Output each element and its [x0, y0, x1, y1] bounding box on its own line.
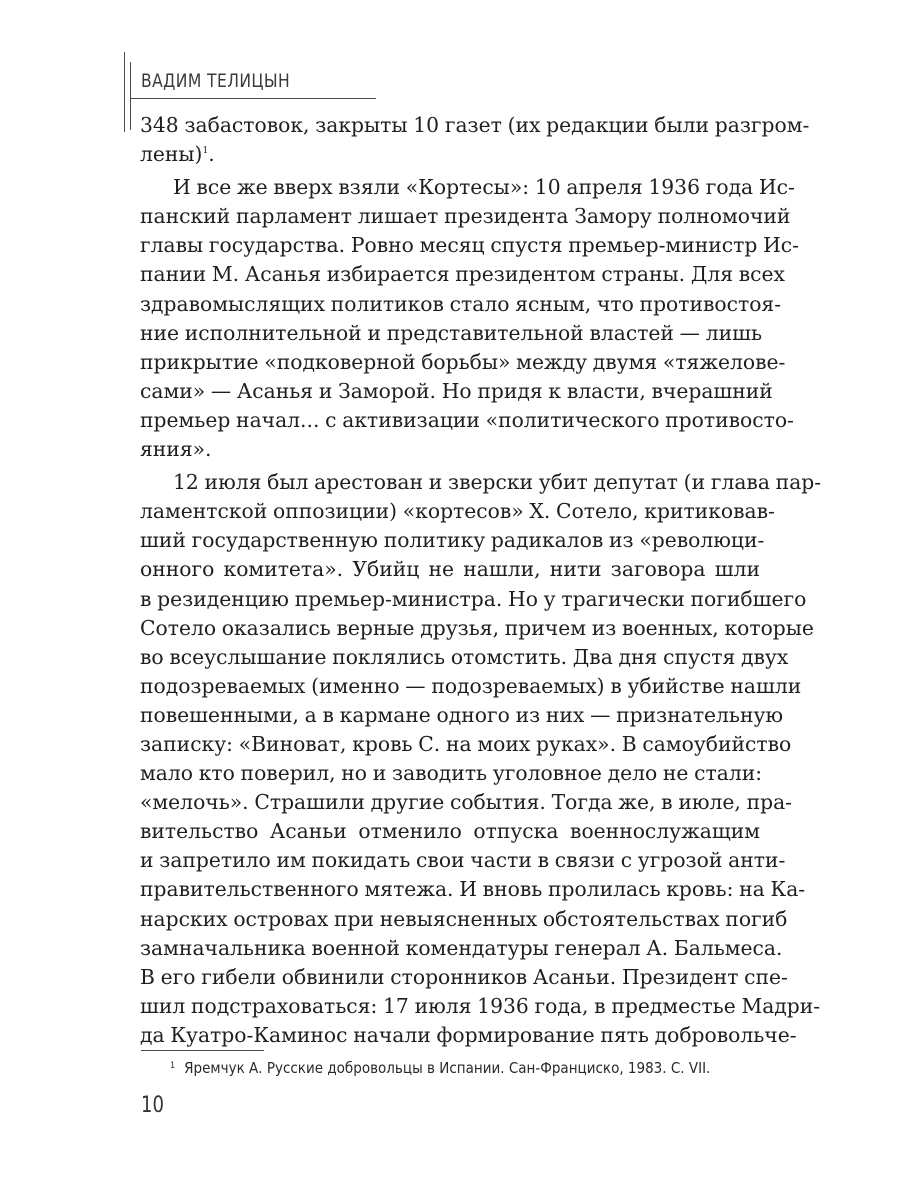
text-line: здравомыслящих политиков стало ясным, что противостоя-	[140, 291, 782, 316]
page-number: 10	[141, 1093, 164, 1118]
text-line: онного комитета». Убийц не нашли, нити заговора шли	[140, 557, 760, 582]
text-line: 348 забастовок, закрыты 10 газет (их редакции были разгром-	[140, 113, 810, 137]
footnote-rule	[141, 1050, 264, 1051]
text-line: сами» — Асанья и Заморой. Но придя к власти, вчерашний	[140, 378, 773, 403]
text-line: шил подстраховаться: 17 июля 1936 года, в предместье Мадри-	[140, 993, 821, 1018]
text-line: панский парламент лишает президента Замору полномочий	[140, 204, 791, 229]
text-line: И все же вверх взяли «Кортесы»: 10 апреля 1936 года Ис-	[173, 175, 795, 200]
text-line: подозреваемых (именно — подозреваемых) в убийстве нашли	[140, 673, 802, 698]
footnote-text: Яремчук А. Русские добровольцы в Испании. Сан-Франциско, 1983. С. VII.	[184, 1059, 711, 1077]
text-line: вительство Асаньи отменило отпуска военнослужащим	[140, 819, 760, 844]
text-line: правительственного мятежа. И вновь пролилась кровь: на Ка-	[140, 877, 806, 902]
text-line: мало кто поверил, но и заводить уголовное дело не стали:	[140, 761, 763, 786]
running-head-author: ВАДИМ ТЕЛИЦЫН	[141, 70, 291, 92]
text-line: ламентской оппозиции) «кортесов» Х. Сотело, критиковав-	[140, 499, 775, 524]
text-line: премьер начал... с активизации «политического противосто-	[140, 407, 794, 432]
body-text	[140, 111, 822, 1050]
footnote-reference: 1	[202, 146, 209, 157]
header-rule-horizontal	[130, 98, 376, 99]
text-line: ший государственную политику радикалов из «революци-	[140, 528, 765, 553]
footnote	[170, 1059, 710, 1077]
text-line: в резиденцию премьер-министра. Но у трагически погибшего	[140, 586, 807, 611]
text-line: и запретило им покидать свои части в связи с угрозой анти-	[140, 848, 786, 873]
text-line: записку: «Виноват, кровь С. на моих руках». В самоубийство	[140, 731, 792, 756]
text-line: нарских островах при невыясненных обстоятельствах погиб	[140, 906, 788, 931]
text-line: повешенными, а в кармане одного из них — признательную	[140, 702, 784, 727]
text-line: во всеуслышание поклялись отомстить. Два дня спустя двух	[140, 644, 789, 669]
text-line: прикрытие «подковерной борьбы» между двумя «тяжелове-	[140, 349, 786, 374]
header-rule-vertical-outer	[124, 52, 125, 132]
text-line: да Куатро-Каминос начали формирование пять добровольче-	[140, 1022, 797, 1047]
text-line: лены)$^1$.	[140, 142, 215, 167]
text-line: замначальника военной комендатуры генерал А. Бальмеса.	[140, 935, 783, 960]
text-line: 12 июля был арестован и зверски убит депутат (и глава пар-	[173, 470, 822, 495]
text-line: пании М. Асанья избирается президентом страны. Для всех	[140, 262, 785, 287]
footnote-marker: 1	[170, 1061, 176, 1071]
header-rule-vertical-inner	[130, 62, 131, 130]
text-line: ние исполнительной и представительной властей — лишь	[140, 320, 763, 345]
text-line: главы государства. Ровно месяц спустя премьер-министр Ис-	[140, 233, 799, 258]
text-line: В его гибели обвинили сторонников Асаньи. Президент спе-	[140, 964, 788, 989]
text-line: «мелочь». Страшили другие события. Тогда же, в июле, пра-	[140, 790, 793, 815]
text-line: Сотело оказались верные друзья, причем из военных, которые	[140, 615, 814, 640]
text-line: яния».	[140, 437, 212, 462]
